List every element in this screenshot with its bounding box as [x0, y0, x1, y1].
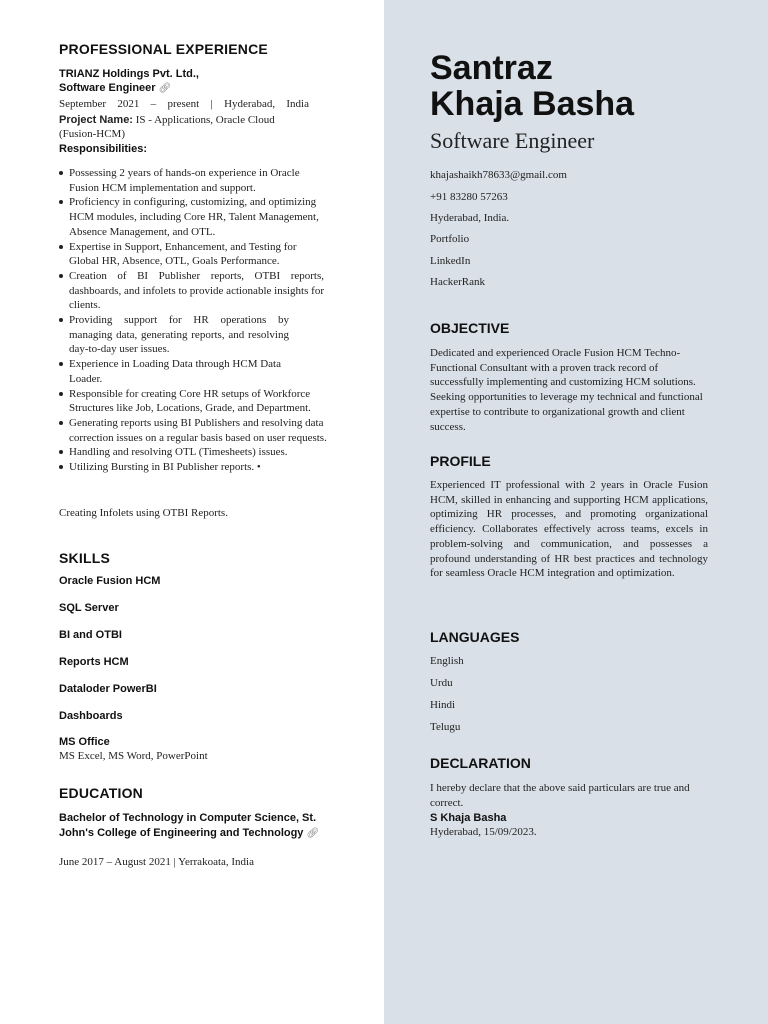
bullet-dot-icon — [59, 200, 63, 204]
experience-heading: PROFESSIONAL EXPERIENCE — [59, 41, 268, 57]
list-item — [59, 387, 317, 416]
list-item — [59, 166, 329, 195]
languages-heading: LANGUAGES — [430, 629, 520, 645]
list-item-text: Generating reports using BI Publishers and resolving data correction issues on a regular basis based on user requests. — [69, 416, 327, 444]
list-item-text: Providing support for HR operations by managing data, generating reports, and resolving day-to-day user issues. — [69, 314, 289, 356]
declaration-text: I hereby declare that the above said particulars are true and correct. — [430, 782, 690, 809]
degree-text: Bachelor of Technology in Computer Science, St. John's College of Engineering and Technology — [59, 812, 317, 839]
bullet-dot-icon — [59, 450, 63, 454]
language-item: Hindi — [430, 699, 456, 711]
list-item — [59, 240, 329, 269]
bullet-dot-icon — [59, 421, 63, 425]
list-item-text: Proficiency in configuring, customizing, and optimizing HCM modules, including Core HR, Talent Management, Absence Management, and OTL. — [69, 196, 319, 238]
portfolio-link[interactable]: Portfolio — [430, 233, 470, 245]
list-item — [59, 195, 339, 239]
bullet-dot-icon — [59, 318, 63, 322]
bullet-dot-icon — [59, 465, 63, 469]
responsibilities-label: Responsibilities: — [59, 143, 148, 155]
hackerrank-link[interactable]: HackerRank — [430, 276, 485, 288]
project-label: Project Name: — [59, 114, 133, 126]
list-item-text: Expertise in Support, Enhancement, and Testing for Global HR, Absence, OTL, Goals Performance. — [69, 240, 297, 268]
link-icon[interactable]: 🔗︎ — [158, 83, 172, 94]
link-icon[interactable]: 🔗︎ — [306, 828, 320, 839]
bullet-dot-icon — [59, 171, 63, 175]
last-name: Khaja Basha — [430, 85, 635, 123]
signatory-name: S Khaja Basha — [430, 812, 507, 824]
objective-heading: OBJECTIVE — [430, 320, 510, 336]
bullet-dot-icon — [59, 245, 63, 249]
language-item: English — [430, 655, 464, 667]
list-item-text: Utilizing Bursting in BI Publisher reports. • — [69, 461, 261, 474]
list-item-text: Creation of BI Publisher reports, OTBI reports, dashboards, and infolets to provide actionable insights for clients. — [69, 269, 324, 312]
project-value: IS - Applications, Oracle Cloud (Fusion-HCM) — [59, 114, 275, 140]
place-date: Hyderabad, 15/09/2023. — [430, 826, 537, 838]
bullet-dot-icon — [59, 392, 63, 396]
skill-item: BI and OTBI — [59, 629, 122, 641]
education-degree — [59, 811, 344, 841]
skill-item: Reports HCM — [59, 656, 129, 668]
skill-item: Oracle Fusion HCM — [59, 575, 161, 587]
location: Hyderabad, India. — [430, 212, 510, 224]
bullet-dot-icon — [59, 362, 63, 366]
person-name — [430, 50, 634, 122]
first-name: Santraz — [430, 49, 553, 87]
list-item — [59, 269, 324, 313]
skill-item: MS Office — [59, 736, 110, 748]
email-link[interactable]: khajashaikh78633@gmail.com — [430, 169, 567, 181]
skill-item: SQL Server — [59, 602, 119, 614]
list-item — [59, 416, 331, 445]
job-dates-location: September 2021 – present | Hyderabad, India — [59, 98, 309, 110]
education-heading: EDUCATION — [59, 785, 143, 801]
company-name: TRIANZ Holdings Pvt. Ltd., — [59, 68, 199, 80]
profile-heading: PROFILE — [430, 453, 491, 469]
list-item — [59, 445, 339, 460]
list-item-text: Experience in Loading Data through HCM Data Loader. — [69, 358, 281, 385]
list-item — [59, 313, 289, 357]
linkedin-link[interactable]: LinkedIn — [430, 255, 471, 267]
list-item-text: Responsible for creating Core HR setups of Workforce Structures like Job, Locations, Grade, and Department. — [69, 387, 311, 415]
skill-item: Dataloder PowerBI — [59, 683, 157, 695]
project-name — [59, 113, 311, 141]
list-item-text: Possessing 2 years of hands-on experience in Oracle Fusion HCM implementation and support. — [69, 167, 300, 194]
list-item — [59, 357, 314, 386]
ms-office-detail: MS Excel, MS Word, PowerPoint — [59, 750, 208, 762]
language-item: Urdu — [430, 677, 453, 689]
bullet-dot-icon — [59, 274, 63, 278]
skill-item: Dashboards — [59, 710, 123, 722]
responsibilities-list — [59, 166, 339, 475]
language-item: Telugu — [430, 721, 461, 733]
profile-text: Experienced IT professional with 2 years in Oracle Fusion HCM, skilled in enhancing and supporting HCM applications, optimizing HR processes, and promoting organizational efficiency. Collaborates effectively across teams, excels in problem-solving and communication, and possesses a profound understanding of HR best practices and technology for seamless Oracle HCM integration and optimization. — [430, 479, 708, 580]
job-position-label: Software Engineer — [59, 82, 156, 94]
education-dates-location: June 2017 – August 2021 | Yerrakoata, India — [59, 856, 254, 868]
phone-number: +91 83280 57263 — [430, 191, 508, 203]
job-title: Software Engineer — [430, 128, 595, 153]
list-item — [59, 460, 339, 475]
infolets-line: Creating Infolets using OTBI Reports. — [59, 507, 228, 519]
objective-text: Dedicated and experienced Oracle Fusion HCM Techno-Functional Consultant with a proven track record of successfully implementing and customizing HCM solutions. Seeking opportunities to leverage my technical and functional expertise to contribute to organizational growth and client success. — [430, 347, 703, 433]
skills-heading: SKILLS — [59, 550, 110, 566]
list-item-text: Handling and resolving OTL (Timesheets) issues. — [69, 446, 288, 459]
declaration-heading: DECLARATION — [430, 755, 531, 771]
job-position — [59, 81, 171, 96]
